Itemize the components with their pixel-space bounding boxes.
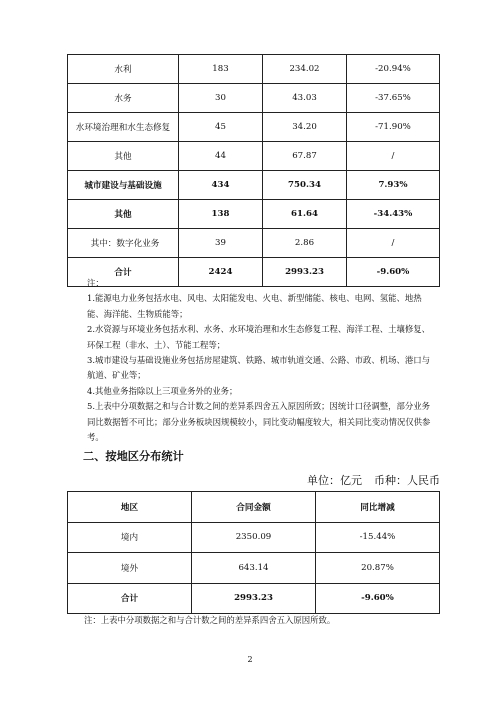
count-cell: 30 (179, 84, 263, 113)
yoy-cell: 20.87% (316, 553, 440, 584)
yoy-cell: -9.60% (347, 258, 440, 287)
contract-table-by-region (67, 491, 440, 614)
category-cell: 城市建设与基础设施 (68, 171, 179, 200)
table-header-row (68, 492, 440, 523)
yoy-cell: -34.43% (347, 200, 440, 229)
amount-cell: 2350.09 (192, 522, 316, 553)
amount-cell: 61.64 (263, 200, 347, 229)
note-item-3: 3.城市建设与基础设施业务包括房屋建筑、铁路、城市轨道交通、公路、市政、机场、港口与航道、矿业等； (87, 355, 430, 381)
yoy-cell: -37.65% (347, 84, 440, 113)
count-cell: 434 (179, 171, 263, 200)
count-cell: 2424 (179, 258, 263, 287)
category-cell: 其他 (68, 142, 179, 171)
amount-cell: 34.20 (263, 113, 347, 142)
amount-cell: 43.03 (263, 84, 347, 113)
note-item-1: 1.能源电力业务包括水电、风电、太阳能发电、火电、新型储能、核电、电网、氢能、地热能、海洋能、生物质能等； (87, 293, 422, 319)
table-row (68, 113, 440, 142)
table-total-row (68, 583, 440, 614)
category-cell: 水利 (68, 55, 179, 84)
note-item-2: 2.水资源与环境业务包括水利、水务、水环境治理和水生态修复工程、海洋工程、土壤修复、环保工程（非水、土）、节能工程等； (87, 324, 430, 350)
contract-table-by-business (67, 54, 440, 287)
yoy-cell: -71.90% (347, 113, 440, 142)
category-cell: 其他 (68, 200, 179, 229)
table-row (68, 522, 440, 553)
table-row (68, 84, 440, 113)
yoy-cell: -9.60% (316, 583, 440, 614)
count-cell: 45 (179, 113, 263, 142)
count-cell: 183 (179, 55, 263, 84)
region-table-footnote: 注：上表中分项数据之和与合计数之间的差异系四舍五入原因所致。 (84, 615, 336, 625)
amount-cell: 2993.23 (192, 583, 316, 614)
amount-cell: 2.86 (263, 229, 347, 258)
table-row (68, 55, 440, 84)
region-cell: 合计 (68, 583, 192, 614)
category-cell: 水环境治理和水生态修复 (68, 113, 179, 142)
yoy-cell: -15.44% (316, 522, 440, 553)
yoy-cell: 7.93% (347, 171, 440, 200)
table-row (68, 553, 440, 584)
region-cell: 境内 (68, 522, 192, 553)
count-cell: 138 (179, 200, 263, 229)
amount-cell: 67.87 (263, 142, 347, 171)
currency-label: 币种：人民币 (374, 474, 440, 487)
table-notes (87, 276, 437, 445)
header-amount: 合同金额 (192, 492, 316, 523)
page-number: 2 (247, 655, 253, 664)
category-cell: 合计 (68, 258, 179, 287)
amount-cell: 2993.23 (263, 258, 347, 287)
region-cell: 境外 (68, 553, 192, 584)
category-cell: 其中：数字化业务 (68, 229, 179, 258)
unit-label: 单位：亿元 (307, 474, 362, 487)
unit-line (307, 472, 440, 488)
category-cell: 水务 (68, 84, 179, 113)
amount-cell: 750.34 (263, 171, 347, 200)
section-title-region: 二、按地区分布统计 (83, 450, 184, 463)
yoy-cell: / (347, 229, 440, 258)
table-row (68, 200, 440, 229)
header-region: 地区 (68, 492, 192, 523)
count-cell: 39 (179, 229, 263, 258)
amount-cell: 643.14 (192, 553, 316, 584)
note-item-4: 4.其他业务指除以上三项业务外的业务； (87, 385, 238, 396)
yoy-cell: -20.94% (347, 55, 440, 84)
table-row (68, 171, 440, 200)
note-item-5: 5.上表中分项数据之和与合计数之间的差异系四舍五入原因所致；因统计口径调整，部分业务同比数据暂不可比；部分业务板块因规模较小，同比变动幅度较大，相关同比变动情况仅供参考。 (87, 401, 431, 443)
header-yoy: 同比增减 (316, 492, 440, 523)
table-row (68, 229, 440, 258)
count-cell: 44 (179, 142, 263, 171)
notes-heading: 注： (87, 278, 104, 288)
yoy-cell: / (347, 142, 440, 171)
amount-cell: 234.02 (263, 55, 347, 84)
table-row (68, 142, 440, 171)
